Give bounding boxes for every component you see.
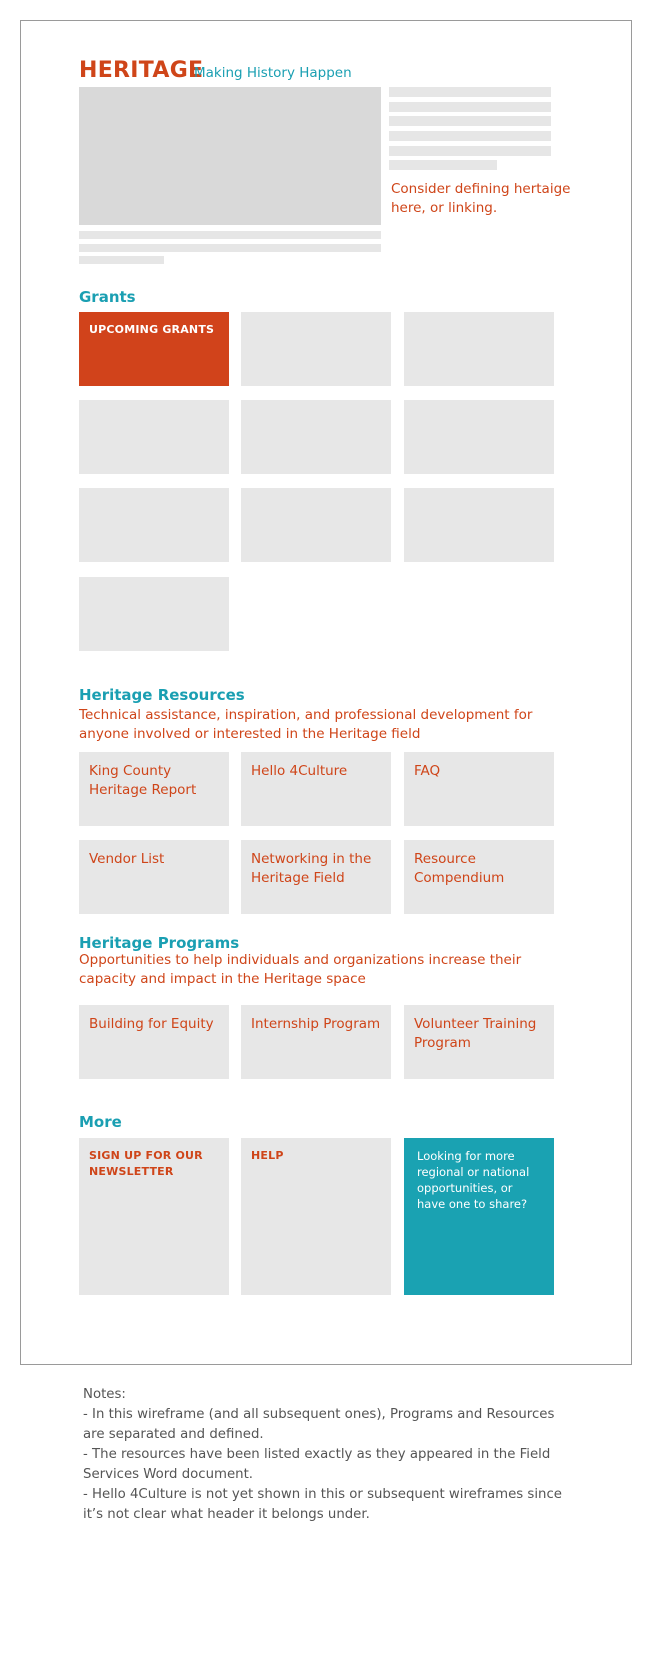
hero-note: Consider defining hertaige here, or linking. [391, 181, 571, 216]
program-tile-building-for-equity[interactable] [79, 1005, 229, 1079]
intro-text-line [389, 87, 551, 97]
grant-tile[interactable] [79, 488, 229, 562]
intro-text-line [389, 116, 551, 126]
resource-label: Vendor List [89, 851, 165, 867]
grant-tile[interactable] [79, 400, 229, 474]
grant-tile[interactable] [404, 488, 554, 562]
grant-tile[interactable] [241, 488, 391, 562]
intro-text-line [389, 102, 551, 112]
opportunities-text: Looking for more regional or national opportunities, or have one to share? [417, 1149, 530, 1211]
program-label: Building for Equity [89, 1016, 214, 1032]
resource-tile-vendor-list[interactable] [79, 840, 229, 914]
hero-caption-line [79, 231, 381, 239]
newsletter-signup-tile[interactable] [79, 1138, 229, 1295]
more-heading: More [79, 1113, 122, 1131]
grant-tile[interactable] [404, 312, 554, 386]
hero-image-placeholder [79, 87, 381, 225]
program-tile-volunteer-training[interactable] [404, 1005, 554, 1079]
grant-tile[interactable] [79, 577, 229, 651]
program-label: Volunteer Training Program [414, 1016, 537, 1051]
resources-description: Technical assistance, inspiration, and professional development for anyone involved or interested in the Heritage field [79, 707, 533, 742]
page-tagline: Making History Happen [194, 65, 352, 81]
intro-text-line [389, 146, 551, 156]
program-label: Internship Program [251, 1016, 381, 1032]
resource-tile-faq[interactable] [404, 752, 554, 826]
resource-tile-networking[interactable] [241, 840, 391, 914]
resource-label: Networking in the Heritage Field [251, 851, 372, 886]
grant-tile[interactable] [241, 312, 391, 386]
resource-tile-hello-4culture[interactable] [241, 752, 391, 826]
programs-description: Opportunities to help individuals and organizations increase their capacity and impact in the Heritage space [79, 952, 522, 987]
upcoming-grants-label: UPCOMING GRANTS [89, 323, 215, 336]
resource-label: Hello 4Culture [251, 763, 348, 779]
intro-text-line [389, 160, 497, 170]
help-label: HELP [251, 1149, 284, 1162]
intro-text-line [389, 131, 551, 141]
program-tile-internship[interactable] [241, 1005, 391, 1079]
programs-heading: Heritage Programs [79, 934, 240, 952]
note-line: - Hello 4Culture is not yet shown in this or subsequent wireframes since it’s not clear what header it belongs under. [83, 1487, 562, 1522]
resource-tile-compendium[interactable] [404, 840, 554, 914]
grant-tile[interactable] [241, 400, 391, 474]
resource-label: Resource Compendium [414, 851, 505, 886]
hero-caption-line [79, 244, 381, 252]
resource-label: King County Heritage Report [89, 763, 197, 798]
notes-section [83, 1385, 563, 1525]
resource-tile-king-county-report[interactable] [79, 752, 229, 826]
grants-heading: Grants [79, 288, 136, 306]
help-tile[interactable] [241, 1138, 391, 1295]
newsletter-label: SIGN UP FOR OUR NEWSLETTER [89, 1149, 203, 1178]
note-line: - In this wireframe (and all subsequent ones), Programs and Resources are separated and defined. [83, 1407, 555, 1442]
resource-label: FAQ [414, 763, 441, 779]
note-line: - The resources have been listed exactly as they appeared in the Field Services Word document. [83, 1447, 551, 1482]
grant-tile-upcoming[interactable] [79, 312, 229, 386]
page-title: HERITAGE [79, 58, 204, 83]
grant-tile[interactable] [404, 400, 554, 474]
notes-title: Notes: [83, 1387, 126, 1402]
hero-caption-line [79, 256, 164, 264]
opportunities-tile[interactable] [404, 1138, 554, 1295]
resources-heading: Heritage Resources [79, 686, 245, 704]
